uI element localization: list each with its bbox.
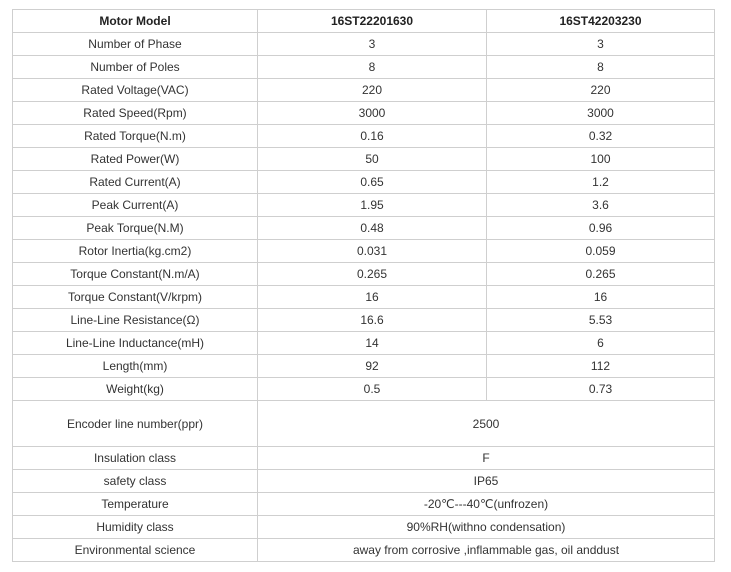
row-value: 92: [258, 355, 487, 378]
row-value: 1.2: [487, 171, 715, 194]
row-shared-value: 2500: [258, 401, 715, 447]
row-label: Peak Current(A): [13, 194, 258, 217]
table-row: [13, 194, 715, 217]
row-value: 0.265: [258, 263, 487, 286]
row-value: 3000: [487, 102, 715, 125]
row-value: 3.6: [487, 194, 715, 217]
table-row: [13, 171, 715, 194]
row-value: 16.6: [258, 309, 487, 332]
row-value: 6: [487, 332, 715, 355]
table-row: [13, 240, 715, 263]
row-label: Line-Line Resistance(Ω): [13, 309, 258, 332]
row-value: 5.53: [487, 309, 715, 332]
row-value: 50: [258, 148, 487, 171]
row-label: Rated Torque(N.m): [13, 125, 258, 148]
row-value: 16: [258, 286, 487, 309]
row-value: 220: [487, 79, 715, 102]
table-row: [13, 79, 715, 102]
table-row: [13, 125, 715, 148]
table-row-shared: [13, 447, 715, 470]
row-shared-value: 90%RH(withno condensation): [258, 516, 715, 539]
table-row: [13, 309, 715, 332]
row-label: Torque Constant(V/krpm): [13, 286, 258, 309]
header-label-cell: Motor Model: [13, 10, 258, 33]
row-value: 1.95: [258, 194, 487, 217]
row-value: 0.265: [487, 263, 715, 286]
row-label: Rated Current(A): [13, 171, 258, 194]
row-shared-value: -20℃---40℃(unfrozen): [258, 493, 715, 516]
row-label: Rated Speed(Rpm): [13, 102, 258, 125]
table-row-shared: [13, 539, 715, 562]
table-row: [13, 355, 715, 378]
row-value: 0.031: [258, 240, 487, 263]
row-shared-value: F: [258, 447, 715, 470]
row-label: Encoder line number(ppr): [13, 401, 258, 447]
header-model-cell: 16ST22201630: [258, 10, 487, 33]
row-label: Peak Torque(N.M): [13, 217, 258, 240]
table-row: [13, 263, 715, 286]
table-row: [13, 332, 715, 355]
table-row: [13, 286, 715, 309]
row-label: Rated Power(W): [13, 148, 258, 171]
row-label: safety class: [13, 470, 258, 493]
row-label: Humidity class: [13, 516, 258, 539]
row-value: 3: [487, 33, 715, 56]
row-shared-value: IP65: [258, 470, 715, 493]
table-header-row: [13, 10, 715, 33]
row-label: Rotor Inertia(kg.cm2): [13, 240, 258, 263]
row-value: 0.16: [258, 125, 487, 148]
row-label: Insulation class: [13, 447, 258, 470]
row-shared-value: away from corrosive ,inflammable gas, oil anddust: [258, 539, 715, 562]
row-label: Weight(kg): [13, 378, 258, 401]
row-value: 3000: [258, 102, 487, 125]
table-row-shared: [13, 470, 715, 493]
table-row: [13, 102, 715, 125]
table-row: [13, 56, 715, 79]
row-value: 100: [487, 148, 715, 171]
row-value: 0.73: [487, 378, 715, 401]
row-value: 8: [487, 56, 715, 79]
row-value: 3: [258, 33, 487, 56]
row-value: 0.5: [258, 378, 487, 401]
header-model-cell: 16ST42203230: [487, 10, 715, 33]
row-value: 0.48: [258, 217, 487, 240]
row-label: Torque Constant(N.m/A): [13, 263, 258, 286]
row-label: Temperature: [13, 493, 258, 516]
table-row-shared: [13, 401, 715, 447]
table-row: [13, 378, 715, 401]
table-row: [13, 148, 715, 171]
row-label: Line-Line Inductance(mH): [13, 332, 258, 355]
row-value: 14: [258, 332, 487, 355]
table-row: [13, 217, 715, 240]
row-label: Number of Poles: [13, 56, 258, 79]
row-value: 0.32: [487, 125, 715, 148]
row-value: 220: [258, 79, 487, 102]
row-value: 0.65: [258, 171, 487, 194]
row-value: 8: [258, 56, 487, 79]
table-row: [13, 33, 715, 56]
row-label: Length(mm): [13, 355, 258, 378]
row-label: Environmental science: [13, 539, 258, 562]
row-value: 0.059: [487, 240, 715, 263]
row-value: 112: [487, 355, 715, 378]
row-value: 0.96: [487, 217, 715, 240]
motor-spec-table: [12, 9, 715, 562]
table-row-shared: [13, 493, 715, 516]
row-value: 16: [487, 286, 715, 309]
row-label: Number of Phase: [13, 33, 258, 56]
table-row-shared: [13, 516, 715, 539]
row-label: Rated Voltage(VAC): [13, 79, 258, 102]
